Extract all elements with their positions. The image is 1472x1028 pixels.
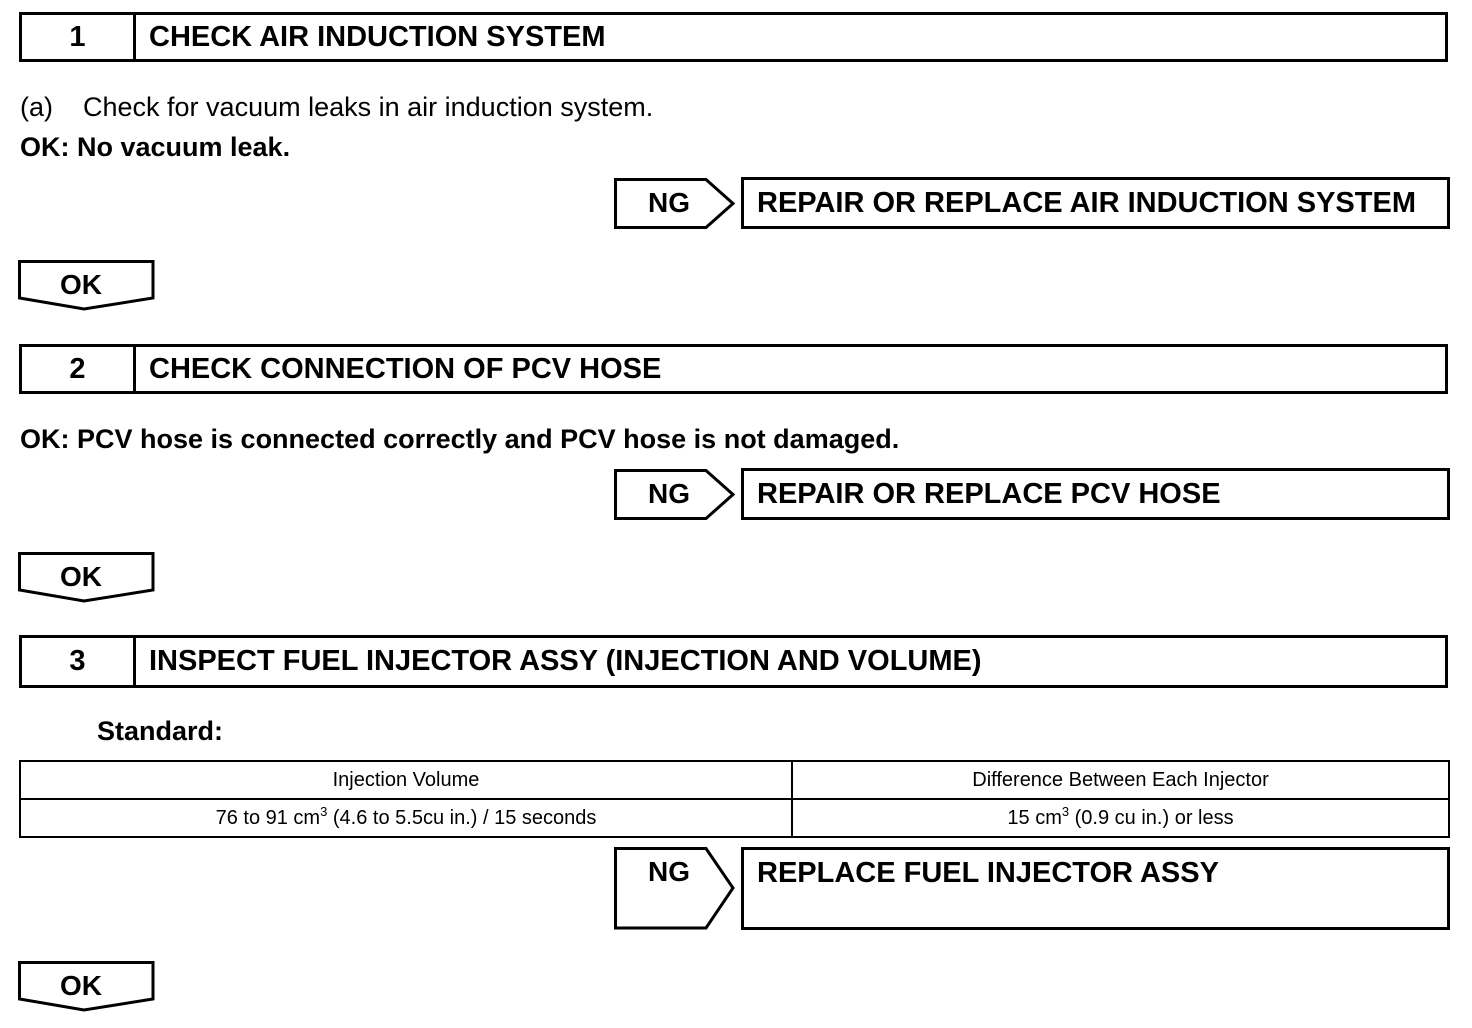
step-3-ng-label: NG <box>648 856 690 887</box>
step-1-number: 1 <box>22 15 136 59</box>
step-2-ng-label: NG <box>648 478 690 509</box>
step-1-ok-condition: OK: No vacuum leak. <box>20 132 291 162</box>
step-1-ok-arrow <box>18 260 156 312</box>
step-3-ok-label: OK <box>60 970 102 1001</box>
table-cell-difference: 15 $cm^3$ (0.9 cu in.) or less <box>792 799 1449 837</box>
standard-table <box>19 760 1450 838</box>
step-2-header <box>19 344 1448 394</box>
step-1-header <box>19 12 1448 62</box>
table-cell-injection-volume: 76 to 91 $cm^3$ (4.6 to 5.5cu in.) / 15 seconds <box>20 799 792 837</box>
step-3-standard-label: Standard: <box>97 716 224 746</box>
table-header-difference: Difference Between Each Injector <box>792 761 1449 799</box>
step-3-header <box>19 635 1448 688</box>
step-3-title: INSPECT FUEL INJECTOR ASSY (INJECTION AND VOLUME) <box>149 645 982 677</box>
table-header-injection-volume: Injection Volume <box>20 761 792 799</box>
step-2-ok-arrow <box>18 552 156 604</box>
step-3-ng-arrow <box>614 847 736 930</box>
step-3-number: 3 <box>22 638 136 685</box>
step-2-ng-arrow <box>614 469 736 520</box>
step-2-title: CHECK CONNECTION OF PCV HOSE <box>149 352 662 385</box>
step-2-ng-action: REPAIR OR REPLACE PCV HOSE <box>741 468 1450 520</box>
step-1-title: CHECK AIR INDUCTION SYSTEM <box>149 20 606 53</box>
step-2-ok-label: OK <box>60 561 102 592</box>
step-1-ng-label: NG <box>648 187 690 218</box>
step-3-ok-arrow <box>18 961 156 1013</box>
step-1-ok-label: OK <box>60 269 102 300</box>
table-header-row <box>20 761 1449 799</box>
step-1-instruction: (a) Check for vacuum leaks in air induction system. <box>20 92 654 122</box>
step-2-ok-condition: OK: PCV hose is connected correctly and PCV hose is not damaged. <box>20 424 900 454</box>
step-3-ng-action: REPLACE FUEL INJECTOR ASSY <box>741 847 1450 930</box>
table-row <box>20 799 1449 837</box>
step-2-number: 2 <box>22 347 136 391</box>
step-1-ng-action: REPAIR OR REPLACE AIR INDUCTION SYSTEM <box>741 177 1450 229</box>
step-1-ng-arrow <box>614 178 736 229</box>
